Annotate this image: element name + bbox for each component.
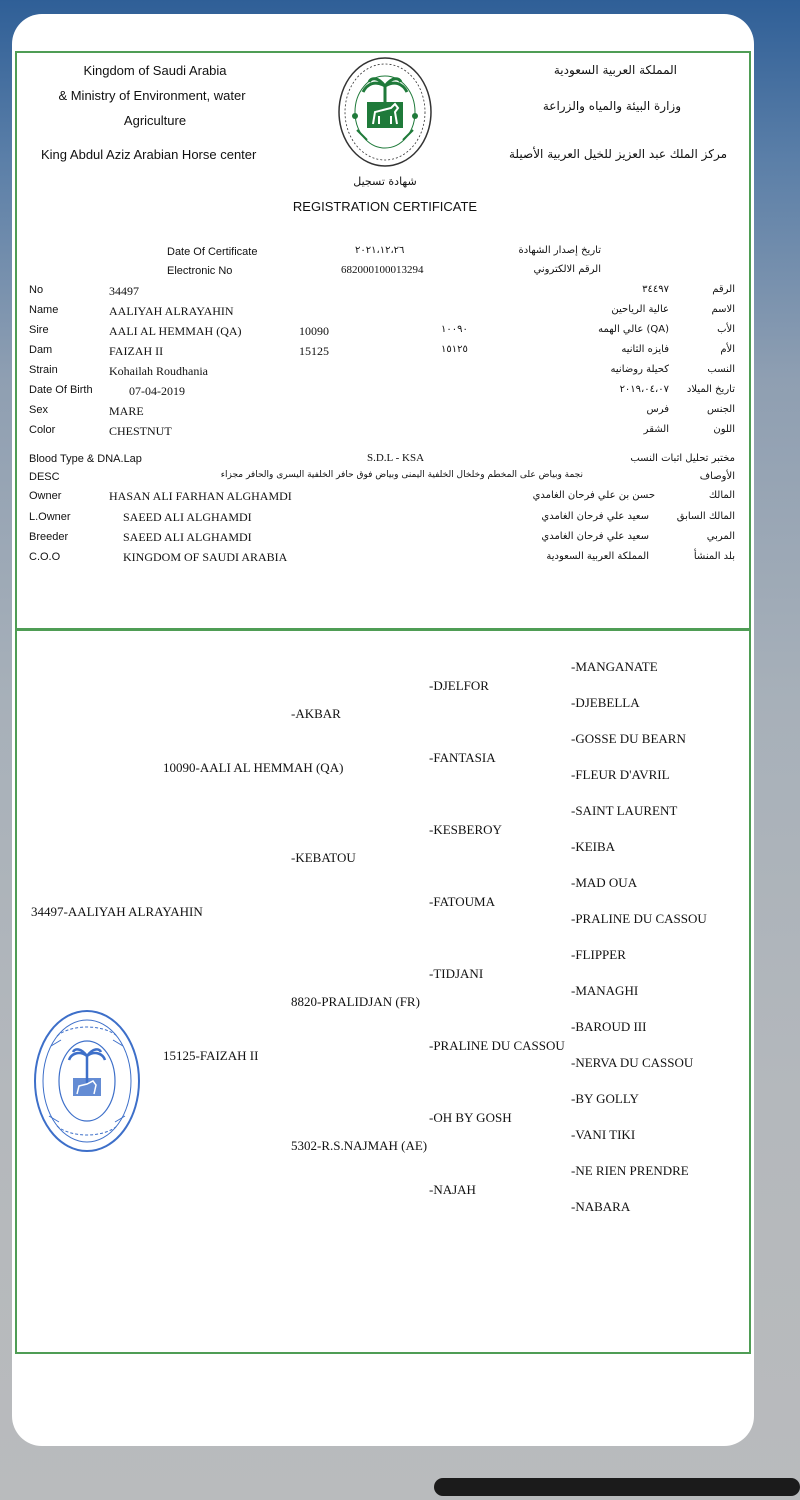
header-en-center: King Abdul Aziz Arabian Horse center <box>41 147 257 162</box>
pedigree-gen4-6: -KEIBA <box>571 839 616 854</box>
detail-ar-value-dob: ٢٠١٩،٠٤،٠٧ <box>619 384 669 395</box>
detail-ar-value-sex: فرس <box>646 404 669 415</box>
pedigree-gen3-6: -PRALINE DU CASSOU <box>429 1038 565 1053</box>
home-indicator-bar[interactable] <box>434 1478 800 1496</box>
pedigree-gen3-4: -FATOUMA <box>429 894 495 909</box>
detail-value-name: AALIYAH ALRAYAHIN <box>109 304 234 318</box>
detail-value-color: CHESTNUT <box>109 424 172 438</box>
detail-ar-label-sire: الأب <box>717 324 735 335</box>
detail-value-no: 34497 <box>109 284 139 298</box>
certificate-card <box>12 14 754 1446</box>
detail-label-dob: Date Of Birth <box>29 384 93 396</box>
pedigree-gen2-2: -KEBATOU <box>291 850 356 865</box>
header-ar-line1: المملكة العربية السعودية <box>553 63 677 77</box>
detail-num-sire: 10090 <box>299 324 329 338</box>
desc-ar-label: الأوصاف <box>699 471 735 482</box>
registry-stamp-icon <box>31 1006 143 1156</box>
detail-num-ar-sire: ١٠٠٩٠ <box>441 324 468 335</box>
coo-label: C.O.O <box>29 551 61 563</box>
detail-label-dam: Dam <box>29 344 53 356</box>
title-registration-certificate: REGISTRATION CERTIFICATE <box>292 199 478 214</box>
pedigree-gen2-4: 5302-R.S.NAJMAH (AE) <box>291 1138 428 1153</box>
date-of-certificate-label: Date Of Certificate <box>167 246 258 258</box>
pedigree-gen4-3: -GOSSE DU BEARN <box>571 731 686 746</box>
pedigree-gen4-4: -FLEUR D'AVRIL <box>571 767 670 782</box>
pedigree-gen4-16: -NABARA <box>571 1199 631 1214</box>
pedigree-gen4-2: -DJEBELLA <box>571 695 640 710</box>
detail-ar-value-sire: (QA) عالي الهمه <box>598 324 669 335</box>
coo-value: KINGDOM OF SAUDI ARABIA <box>123 550 288 564</box>
pedigree-frame <box>15 628 751 1354</box>
owner-ar-value: حسن بن علي فرحان الغامدي <box>532 490 655 501</box>
detail-value-dob: 07-04-2019 <box>129 384 185 398</box>
detail-ar-label-color: اللون <box>713 424 735 435</box>
pedigree-gen4-12: -NERVA DU CASSOU <box>571 1055 694 1070</box>
header-en-line2: & Ministry of Environment, water <box>58 88 246 103</box>
date-of-certificate-label-ar: تاريخ إصدار الشهادة <box>518 245 601 256</box>
electronic-no-label-ar: الرقم الالكتروني <box>533 264 601 275</box>
breeder-value: SAEED ALI ALGHAMDI <box>123 530 252 544</box>
detail-num-dam: 15125 <box>299 344 329 358</box>
header-en-line3: Agriculture <box>123 113 187 128</box>
detail-ar-label-dob: تاريخ الميلاد <box>686 384 735 395</box>
detail-ar-label-strain: النسب <box>707 364 735 375</box>
breeder-label: Breeder <box>29 531 69 543</box>
pedigree-gen4-8: -PRALINE DU CASSOU <box>571 911 707 926</box>
pedigree-horse: 34497-AALIYAH ALRAYAHIN <box>31 904 203 919</box>
pedigree-gen4-13: -BY GOLLY <box>571 1091 639 1106</box>
palm-horse-seal-icon <box>335 56 435 172</box>
blood-type-label-ar: مختبر تحليل اثبات النسب <box>630 453 735 464</box>
pedigree-sire: 10090-AALI AL HEMMAH (QA) <box>163 760 344 775</box>
detail-label-strain: Strain <box>29 364 58 376</box>
pedigree-gen3-3: -KESBEROY <box>429 822 502 837</box>
last-owner-value: SAEED ALI ALGHAMDI <box>123 510 252 524</box>
desc-ar-text: نجمة وبياض على المخطم وخلخال الخلفية اليمنى وبياض فوق حافر الخلفية اليسرى والحافر مجزاء <box>220 470 583 480</box>
pedigree-gen3-2: -FANTASIA <box>429 750 496 765</box>
pedigree-gen3-7: -OH BY GOSH <box>429 1110 512 1125</box>
last-owner-ar-label: المالك السابق <box>676 511 735 522</box>
last-owner-ar-value: سعيد علي فرحان الغامدي <box>541 511 649 522</box>
center-seal-logo <box>335 56 435 172</box>
detail-ar-value-strain: كحيلة روضانيه <box>610 364 669 375</box>
detail-label-no: No <box>29 284 44 296</box>
pedigree-gen4-9: -FLIPPER <box>571 947 626 962</box>
pedigree-gen4-10: -MANAGHI <box>571 983 639 998</box>
detail-value-sex: MARE <box>109 404 144 418</box>
pedigree-dam: 15125-FAIZAH II <box>163 1048 259 1063</box>
title-arabic: شهادة تسجيل <box>353 175 417 188</box>
detail-value-strain: Kohailah Roudhania <box>109 364 208 378</box>
detail-ar-value-no: ٣٤٤٩٧ <box>642 284 669 295</box>
certificate-details-frame <box>15 51 751 631</box>
breeder-ar-value: سعيد علي فرحان الغامدي <box>541 531 649 542</box>
electronic-no-value: 682000100013294 <box>341 264 424 276</box>
header-en-line1: Kingdom of Saudi Arabia <box>83 63 227 78</box>
blood-type-value: S.D.L - KSA <box>367 452 425 464</box>
detail-num-ar-dam: ١٥١٢٥ <box>441 344 468 355</box>
detail-ar-value-dam: فايزه الثانيه <box>621 344 669 355</box>
pedigree-gen4-15: -NE RIEN PRENDRE <box>571 1163 689 1178</box>
pedigree-gen3-8: -NAJAH <box>429 1182 476 1197</box>
date-of-certificate-value: ٢٠٢١،١٢،٢٦ <box>355 245 405 256</box>
detail-label-sire: Sire <box>29 324 49 336</box>
detail-value-dam: FAIZAH II <box>109 344 164 358</box>
last-owner-label: L.Owner <box>29 511 71 523</box>
owner-label: Owner <box>29 490 62 502</box>
detail-ar-value-name: عالية الرياحين <box>611 304 669 315</box>
coo-ar-value: المملكة العربية السعودية <box>546 551 649 562</box>
coo-ar-label: بلد المنشأ <box>693 551 735 562</box>
owner-ar-label: المالك <box>708 490 735 501</box>
breeder-ar-label: المربي <box>706 531 735 542</box>
pedigree-gen2-3: 8820-PRALIDJAN (FR) <box>291 994 420 1009</box>
header-ar-center: مركز الملك عبد العزيز للخيل العربية الأصيلة <box>509 147 727 161</box>
owner-value: HASAN ALI FARHAN ALGHAMDI <box>109 489 292 503</box>
blood-type-label: Blood Type & DNA.Lap <box>29 453 142 465</box>
detail-label-name: Name <box>29 304 59 316</box>
blue-registry-stamp <box>31 1006 143 1156</box>
detail-label-sex: Sex <box>29 404 48 416</box>
pedigree-gen3-5: -TIDJANI <box>429 966 484 981</box>
detail-value-sire: AALI AL HEMMAH (QA) <box>109 324 242 338</box>
pedigree-gen4-14: -VANI TIKI <box>571 1127 636 1142</box>
header-ar-line2: وزارة البيئة والمياه والزراعة <box>542 99 681 113</box>
detail-ar-label-sex: الجنس <box>706 404 735 415</box>
pedigree-gen3-1: -DJELFOR <box>429 678 489 693</box>
detail-label-color: Color <box>29 424 56 436</box>
detail-ar-label-dam: الأم <box>720 344 735 355</box>
pedigree-gen2-1: -AKBAR <box>291 706 341 721</box>
detail-ar-label-name: الاسم <box>711 304 735 315</box>
pedigree-gen4-11: -BAROUD III <box>571 1019 647 1034</box>
pedigree-gen4-1: -MANGANATE <box>571 659 658 674</box>
electronic-no-label: Electronic No <box>167 265 233 277</box>
pedigree-gen4-5: -SAINT LAURENT <box>571 803 678 818</box>
pedigree-gen4-7: -MAD OUA <box>571 875 638 890</box>
detail-ar-label-no: الرقم <box>712 284 735 295</box>
desc-label: DESC <box>29 471 60 483</box>
detail-ar-value-color: الشقر <box>643 424 669 435</box>
